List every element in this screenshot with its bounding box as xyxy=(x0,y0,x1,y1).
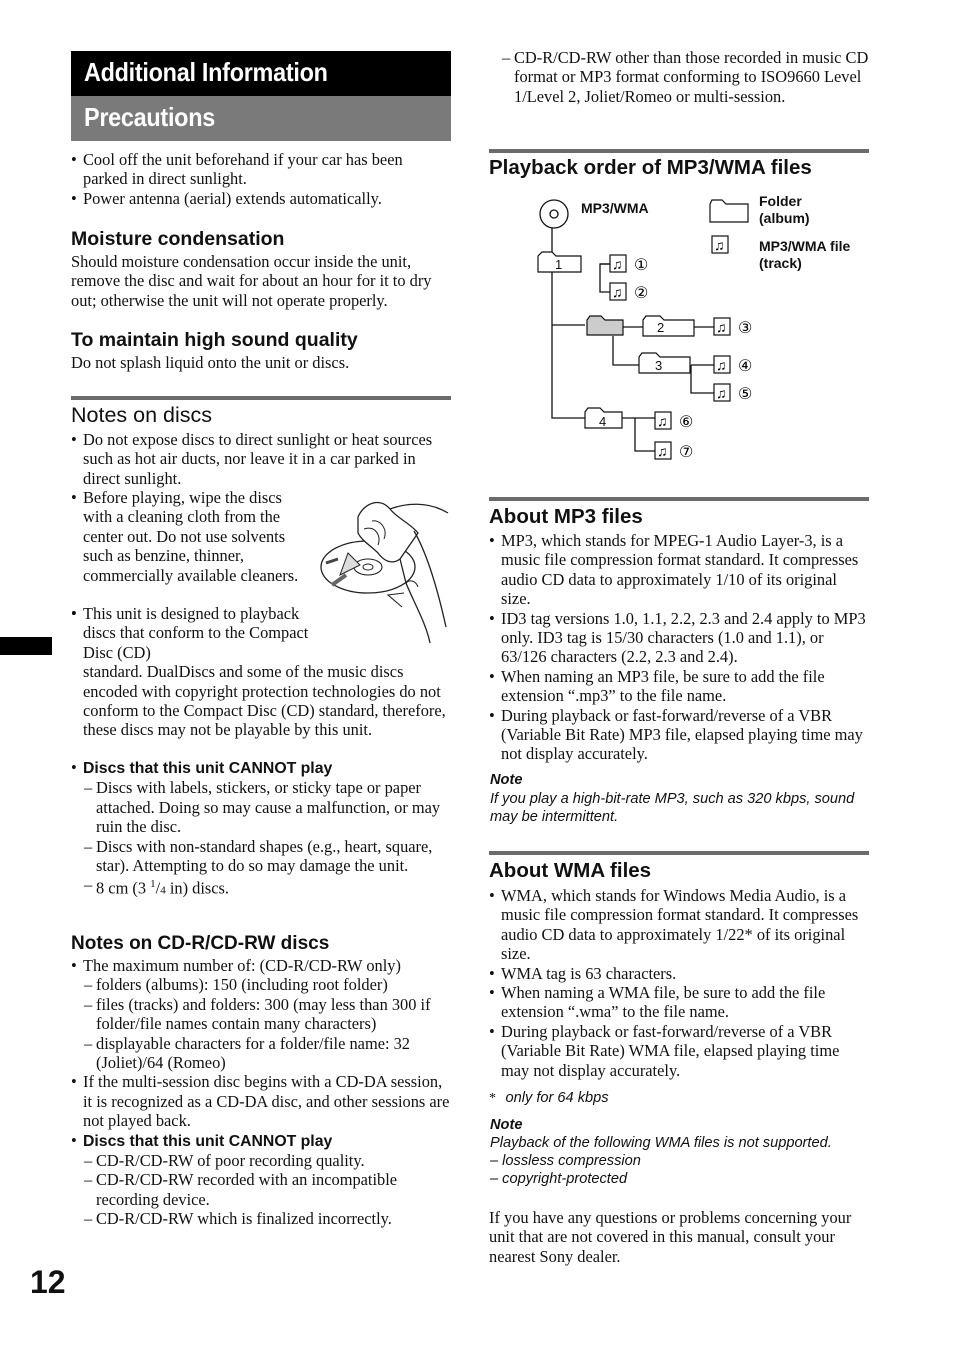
folder-number: 1 xyxy=(555,257,563,272)
page-number: 12 xyxy=(30,1264,66,1300)
note-line: – copyright-protected xyxy=(490,1171,628,1187)
max-title: The maximum number of: (CD-R/CD-RW only) xyxy=(83,956,401,975)
notes-cdr-title: Notes on CD-R/CD-RW discs xyxy=(71,933,330,954)
list-item: – Discs with non-standard shapes (e.g., heart, square, star). Attempting to do so may damage the unit. xyxy=(84,837,451,876)
intro-bullet: • Power antenna (aerial) extends automatically. xyxy=(71,189,451,208)
side-tab-marker xyxy=(0,637,52,655)
moisture-body: Should moisture condensation occur inside the unit, remove the disc and wait for about an hour for it to dry out; otherwise the unit will not operate properly. xyxy=(71,252,432,310)
legend-file-line1: MP3/WMA file xyxy=(759,238,851,254)
section-header-band xyxy=(71,51,451,96)
list-item: – files (tracks) and folders: 300 (may less than 300 if folder/file names contain many characters) xyxy=(84,995,453,1034)
moisture-title: Moisture condensation xyxy=(71,228,285,250)
list-item: • WMA tag is 63 characters. xyxy=(489,964,869,983)
subsection-header-band xyxy=(71,96,451,141)
footnote-text: only for 64 kbps xyxy=(505,1090,609,1106)
fraction-den: 4 xyxy=(160,884,166,897)
legend-file-line2: (track) xyxy=(759,255,802,271)
notes-on-discs-bullet-1 xyxy=(71,430,443,488)
disc-icon xyxy=(540,200,568,228)
legend-folder-line1: Folder xyxy=(759,193,802,209)
music-note-icon: ♫ xyxy=(657,413,668,429)
playback-order-diagram xyxy=(530,190,880,470)
music-note-icon: ♫ xyxy=(612,284,623,300)
about-wma-title: About WMA files xyxy=(489,859,652,882)
folder-number: 3 xyxy=(655,358,663,373)
list-item: • When naming a WMA file, be sure to add the file extension “.wma” to the file name. xyxy=(489,983,869,1022)
track-number: ② xyxy=(634,285,649,302)
section-rule xyxy=(489,851,869,855)
music-note-icon: ♫ xyxy=(714,237,725,253)
cdr-continued xyxy=(489,48,869,106)
list-item xyxy=(71,1131,453,1151)
folder-number: 4 xyxy=(599,414,607,429)
about-mp3-title: About MP3 files xyxy=(489,505,643,528)
small-disc-prefix: 8 cm (3 xyxy=(96,878,151,898)
small-disc-suffix: in) discs. xyxy=(165,878,230,898)
list-item: • MP3, which stands for MPEG-1 Audio Layer-3, is a music file compression format standard. It compresses audio CD data to approximately 1/10 of its original size. xyxy=(489,531,869,609)
legend-folder-line2: (album) xyxy=(759,210,810,226)
list-item: • ID3 tag versions 1.0, 1.1, 2.2, 2.3 and 2.4 apply to MP3 only. ID3 tag is 15/30 characters (1.0 and 1.1), or 63/126 characters (2.2, 2.3 and 2.4). xyxy=(489,609,869,667)
mp3-note-title: Note xyxy=(490,772,523,788)
list-item: • Before playing, wipe the discs with a cleaning cloth from the center out. Do not use solvents such as benzine, thinner, commercially available cleaners. xyxy=(71,488,315,585)
track-number: ④ xyxy=(738,358,753,375)
list-item: • When naming an MP3 file, be sure to add the file extension “.mp3” to the file name. xyxy=(489,667,869,706)
folder-number: 2 xyxy=(657,320,665,335)
section-rule xyxy=(489,149,869,153)
about-wma-list xyxy=(489,886,869,1080)
disc-label: MP3/WMA xyxy=(581,200,649,216)
bullet-dot: • xyxy=(71,604,77,623)
wma-note-text xyxy=(490,1134,870,1188)
track-number: ③ xyxy=(738,320,753,337)
note-line: Playback of the following WMA files is not supported. xyxy=(490,1135,832,1151)
list-item: • WMA, which stands for Windows Media Audio, is a music file compression format standard. It compresses audio CD data to approximately 1/22* of its original size. xyxy=(489,886,869,964)
list-item: • Do not expose discs to direct sunlight or heat sources such as hot air ducts, nor leave it in a car parked in direct sunlight. xyxy=(71,430,443,488)
folder-icon xyxy=(643,316,694,336)
music-note-icon: ♫ xyxy=(657,443,668,459)
track-number: ⑦ xyxy=(679,444,694,461)
folder-icon xyxy=(710,200,748,222)
section-rule xyxy=(71,396,451,400)
cannot-play-title: Discs that this unit CANNOT play xyxy=(83,760,333,777)
list-item: • During playback or fast-forward/reverse of a VBR (Variable Bit Rate) WMA file, elapsed playing time may not display accurately. xyxy=(489,1022,869,1080)
sound-quality-title: To maintain high sound quality xyxy=(71,329,358,351)
list-item: – CD-R/CD-RW recorded with an incompatible recording device. xyxy=(84,1170,453,1209)
notes-on-discs-bullet-2 xyxy=(71,488,315,585)
music-note-icon: ♫ xyxy=(612,256,623,272)
sound-quality-body: Do not splash liquid onto the unit or discs. xyxy=(71,353,350,372)
intro-bullets xyxy=(71,150,451,208)
playback-order-title: Playback order of MP3/WMA files xyxy=(489,156,812,179)
music-note-icon: ♫ xyxy=(716,319,727,335)
section-rule xyxy=(489,497,869,501)
list-item: – folders (albums): 150 (including root folder) xyxy=(84,975,453,994)
notes-on-discs-title: Notes on discs xyxy=(71,403,213,427)
track-number: ⑤ xyxy=(738,386,753,403)
track-number: ① xyxy=(634,257,649,274)
folder-icon xyxy=(587,316,623,335)
wma-footnote xyxy=(489,1089,609,1107)
list-item: • If the multi-session disc begins with a CD-DA session, it is recognized as a CD-DA disc, and other sessions are not played back. xyxy=(71,1072,453,1130)
track-number: ⑥ xyxy=(679,414,694,431)
note-line: – lossless compression xyxy=(490,1153,641,1169)
section-title: Additional Information xyxy=(84,57,328,87)
list-item: – CD-R/CD-RW which is finalized incorrectly. xyxy=(84,1209,453,1228)
subsection-title: Precautions xyxy=(84,102,215,132)
list-item: – Discs with labels, stickers, or sticky tape or paper attached. Doing so may cause a malfunction, or may ruin the disc. xyxy=(84,778,451,836)
list-item xyxy=(71,956,453,975)
bullet-text-wide: standard. DualDiscs and some of the music discs encoded with copyright protection technologies do not conform to the Compact Disc (CD) standard, therefore, these discs may not be playable by this unit. xyxy=(83,662,446,740)
list-item: – CD-R/CD-RW of poor recording quality. xyxy=(84,1151,453,1170)
notes-on-discs-bullet-3-text xyxy=(83,604,453,740)
list-item: – displayable characters for a folder/file name: 32 (Joliet)/64 (Romeo) xyxy=(84,1034,453,1073)
intro-bullet: • Cool off the unit beforehand if your car has been parked in direct sunlight. xyxy=(71,150,451,189)
bullet-text-narrow: This unit is designed to playback discs that conform to the Compact Disc (CD) xyxy=(83,604,309,662)
fraction-num: 1 xyxy=(150,878,156,891)
footnote-mark: * xyxy=(489,1091,496,1106)
cannot-play-discs: • Discs that this unit CANNOT play – Discs with labels, stickers, or sticky tape or paper attached. Doing so may cause a malfunction, or may ruin the disc. – Discs with non-standard shapes (e.g., heart, square, star). Attempting to do so may damage the unit. – 8 cm (3 $^1$/4 in) discs. xyxy=(71,758,451,901)
notes-cdr-body xyxy=(71,956,453,1229)
list-item: – CD-R/CD-RW other than those recorded in music CD format or MP3 format conforming to ISO9660 Level 1/Level 2, Joliet/Romeo or multi-session. xyxy=(502,48,869,106)
folder-icon xyxy=(639,353,690,373)
music-note-icon: ♫ xyxy=(716,385,727,401)
cannot-play-title: Discs that this unit CANNOT play xyxy=(83,1132,333,1150)
list-item: • During playback or fast-forward/reverse of a VBR (Variable Bit Rate) MP3 file, elapsed playing time may not display accurately. xyxy=(489,706,869,764)
closing-paragraph: If you have any questions or problems concerning your unit that are not covered in this manual, consult your nearest Sony dealer. xyxy=(489,1208,852,1266)
list-item: – 8 cm (3 $^1$/4 in) discs. xyxy=(84,875,451,901)
track-icons xyxy=(610,236,752,461)
wma-note-title: Note xyxy=(490,1117,523,1133)
music-note-icon: ♫ xyxy=(716,357,727,373)
mp3-note-text: If you play a high-bit-rate MP3, such as 320 kbps, sound may be intermittent. xyxy=(490,791,855,825)
about-mp3-list xyxy=(489,531,869,764)
